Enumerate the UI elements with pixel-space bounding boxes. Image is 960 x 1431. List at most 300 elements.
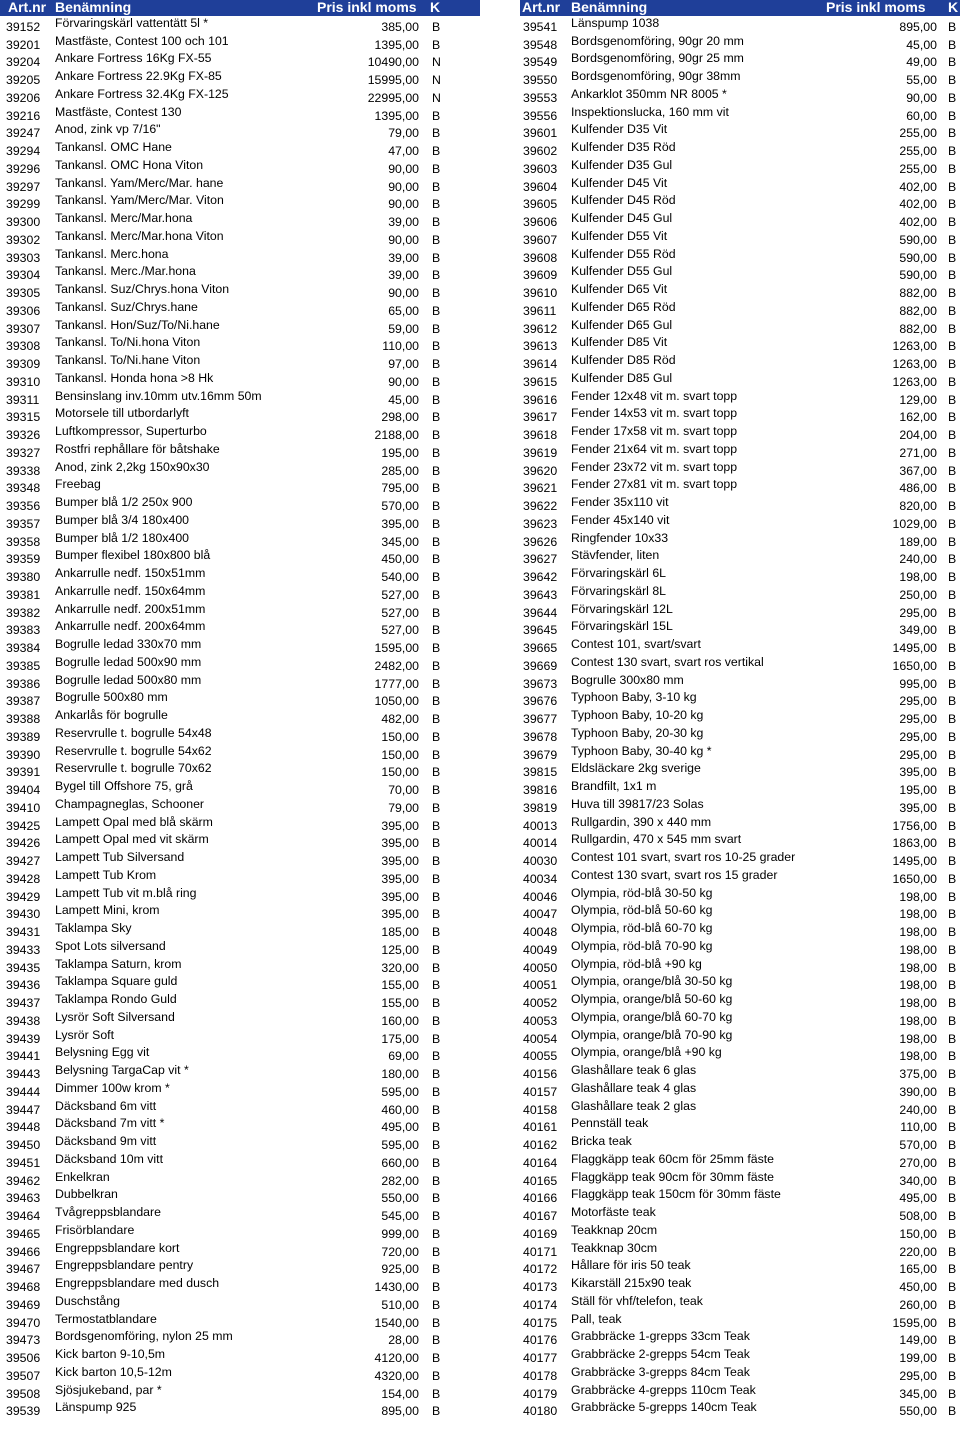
art-nr-cell: 39607 bbox=[523, 232, 558, 247]
k-cell: B bbox=[948, 428, 957, 442]
price-cell: 150,00 bbox=[381, 765, 419, 780]
art-nr-cell: 40053 bbox=[523, 1013, 558, 1028]
art-nr-cell: 39303 bbox=[6, 250, 41, 265]
price-cell: 995,00 bbox=[899, 676, 937, 691]
art-nr-cell: 39294 bbox=[6, 144, 41, 158]
k-cell: B bbox=[432, 800, 441, 815]
benamning-cell: Contest 101, svart/svart bbox=[571, 637, 701, 651]
price-cell: 155,00 bbox=[381, 978, 419, 993]
price-cell: 345,00 bbox=[899, 1386, 937, 1401]
k-cell: B bbox=[432, 765, 441, 780]
art-nr-cell: 39605 bbox=[523, 197, 558, 212]
table-row bbox=[520, 1081, 960, 1099]
table-row bbox=[0, 140, 480, 158]
k-cell: B bbox=[948, 570, 957, 584]
art-nr-cell: 40013 bbox=[523, 818, 558, 833]
benamning-cell: Kulfender D85 Vit bbox=[571, 335, 668, 350]
price-cell: 395,00 bbox=[381, 516, 419, 531]
k-cell: B bbox=[432, 445, 441, 460]
price-cell: 22995,00 bbox=[367, 90, 419, 105]
art-nr-cell: 40047 bbox=[523, 907, 558, 922]
price-cell: 450,00 bbox=[381, 552, 419, 567]
art-nr-cell: 39383 bbox=[6, 623, 41, 638]
benamning-cell: Lampett Opal med vit skärm bbox=[55, 832, 209, 847]
k-cell: B bbox=[432, 374, 441, 389]
benamning-cell: Tankansl. Merc/Mar.hona bbox=[55, 211, 193, 225]
k-cell: B bbox=[432, 215, 441, 229]
k-cell: B bbox=[948, 144, 957, 158]
art-nr-cell: 39815 bbox=[523, 765, 558, 780]
art-nr-cell: 39438 bbox=[6, 1013, 41, 1028]
k-cell: B bbox=[432, 1244, 441, 1259]
table-row bbox=[0, 904, 480, 922]
benamning-cell: Tankansl. Merc./Mar.hona bbox=[55, 264, 196, 279]
art-nr-cell: 39300 bbox=[6, 215, 41, 229]
benamning-cell: Fender 12x48 vit m. svart topp bbox=[571, 388, 738, 403]
benamning-cell: Tankansl. Honda hona >8 Hk bbox=[55, 370, 214, 385]
table-row bbox=[520, 1241, 960, 1259]
price-list-left-column bbox=[0, 0, 480, 1418]
k-cell: B bbox=[948, 463, 957, 478]
price-cell: 129,00 bbox=[899, 392, 937, 407]
price-cell: 375,00 bbox=[899, 1067, 937, 1081]
k-cell: B bbox=[948, 658, 957, 673]
art-nr-cell: 39677 bbox=[523, 712, 558, 726]
price-cell: 271,00 bbox=[899, 445, 937, 460]
art-nr-cell: 40157 bbox=[523, 1084, 558, 1099]
k-cell: B bbox=[948, 836, 957, 851]
benamning-cell: Tankansl. Hon/Suz/To/Ni.hane bbox=[55, 317, 220, 332]
k-cell: B bbox=[432, 197, 441, 212]
k-cell: B bbox=[432, 1013, 441, 1028]
benamning-cell: Bordsgenomföring, 90gr 20 mm bbox=[571, 33, 744, 48]
table-row bbox=[520, 336, 960, 354]
k-cell: B bbox=[432, 587, 441, 602]
price-cell: 882,00 bbox=[899, 286, 937, 300]
benamning-cell: Ankarlås för bogrulle bbox=[55, 708, 168, 722]
k-cell: B bbox=[948, 676, 957, 691]
k-cell: B bbox=[432, 463, 441, 478]
price-cell: 395,00 bbox=[899, 765, 937, 780]
art-nr-cell: 40176 bbox=[523, 1333, 558, 1348]
benamning-cell: Tankansl. OMC Hane bbox=[55, 140, 172, 154]
k-cell: B bbox=[432, 996, 441, 1010]
header-k: K bbox=[948, 0, 959, 15]
art-nr-cell: 39216 bbox=[6, 108, 41, 123]
art-nr-cell: 39327 bbox=[6, 445, 41, 460]
table-row bbox=[520, 620, 960, 638]
k-cell: B bbox=[948, 1067, 957, 1081]
benamning-cell: Stävfender, liten bbox=[571, 548, 660, 563]
art-nr-cell: 39506 bbox=[6, 1351, 41, 1365]
table-row bbox=[0, 1188, 480, 1206]
benamning-cell: Kulfender D85 Gul bbox=[571, 370, 673, 385]
price-cell: 482,00 bbox=[381, 712, 419, 726]
price-cell: 180,00 bbox=[381, 1067, 419, 1081]
k-cell: B bbox=[432, 836, 441, 851]
k-cell: B bbox=[948, 374, 957, 389]
art-nr-cell: 40164 bbox=[523, 1155, 558, 1170]
benamning-cell: Pennställ teak bbox=[571, 1116, 649, 1131]
benamning-cell: Enkelkran bbox=[55, 1169, 110, 1184]
k-cell: B bbox=[948, 108, 957, 123]
art-nr-cell: 39604 bbox=[523, 179, 558, 194]
benamning-cell: Spot Lots silversand bbox=[55, 938, 166, 953]
art-nr-cell: 39603 bbox=[523, 161, 558, 176]
table-row bbox=[0, 87, 480, 105]
table-row bbox=[0, 531, 480, 549]
table-row bbox=[0, 353, 480, 371]
table-row bbox=[520, 566, 960, 584]
benamning-cell: Däcksband 10m vitt bbox=[55, 1151, 163, 1166]
table-row bbox=[0, 1312, 480, 1330]
price-cell: 1863,00 bbox=[892, 836, 937, 851]
price-cell: 198,00 bbox=[899, 978, 937, 993]
benamning-cell: Belysning Egg vit bbox=[55, 1045, 150, 1060]
table-row bbox=[0, 1134, 480, 1152]
k-cell: B bbox=[432, 1226, 441, 1241]
benamning-cell: Glashållare teak 4 glas bbox=[571, 1080, 697, 1095]
price-cell: 204,00 bbox=[899, 428, 937, 442]
table-row bbox=[520, 282, 960, 300]
table-row bbox=[0, 123, 480, 141]
table-row bbox=[520, 762, 960, 780]
k-cell: B bbox=[948, 907, 957, 922]
price-cell: 198,00 bbox=[899, 925, 937, 939]
table-row bbox=[0, 1365, 480, 1383]
k-cell: B bbox=[432, 499, 441, 513]
table-row bbox=[0, 584, 480, 602]
benamning-cell: Olympia, röd-blå 50-60 kg bbox=[571, 903, 713, 918]
benamning-cell: Kick barton 9-10,5m bbox=[55, 1347, 166, 1361]
table-row bbox=[0, 566, 480, 584]
price-cell: 527,00 bbox=[381, 605, 419, 620]
benamning-cell: Olympia, orange/blå 50-60 kg bbox=[571, 992, 733, 1006]
table-row bbox=[0, 602, 480, 620]
table-row bbox=[0, 850, 480, 868]
benamning-cell: Eldsläckare 2kg sverige bbox=[571, 761, 701, 776]
art-nr-cell: 40169 bbox=[523, 1226, 558, 1241]
benamning-cell: Bumper blå 1/2 180x400 bbox=[55, 530, 189, 545]
table-row bbox=[0, 34, 480, 52]
art-nr-cell: 40179 bbox=[523, 1386, 558, 1401]
benamning-cell: Lampett Opal med blå skärm bbox=[55, 814, 213, 829]
price-cell: 395,00 bbox=[381, 907, 419, 922]
benamning-cell: Bensinslang inv.10mm utv.16mm 50m bbox=[55, 388, 262, 403]
art-nr-cell: 40158 bbox=[523, 1102, 558, 1117]
price-cell: 349,00 bbox=[899, 623, 937, 638]
price-cell: 508,00 bbox=[899, 1209, 937, 1223]
art-nr-cell: 39404 bbox=[6, 783, 41, 797]
k-cell: B bbox=[432, 658, 441, 673]
k-cell: B bbox=[948, 1244, 957, 1259]
price-cell: 198,00 bbox=[899, 889, 937, 904]
k-cell: B bbox=[948, 1226, 957, 1241]
benamning-cell: Rostfri rephållare för båtshake bbox=[55, 441, 220, 456]
price-cell: 1650,00 bbox=[892, 871, 937, 886]
art-nr-cell: 40156 bbox=[523, 1067, 558, 1081]
art-nr-cell: 39384 bbox=[6, 641, 41, 655]
benamning-cell: Fender 27x81 vit m. svart topp bbox=[571, 477, 738, 492]
price-cell: 895,00 bbox=[899, 19, 937, 34]
art-nr-cell: 39310 bbox=[6, 374, 41, 389]
k-cell: B bbox=[432, 321, 441, 336]
price-cell: 1430,00 bbox=[374, 1280, 419, 1294]
k-cell: B bbox=[948, 197, 957, 212]
benamning-cell: Taklampa Sky bbox=[55, 921, 132, 935]
art-nr-cell: 39669 bbox=[523, 658, 558, 673]
benamning-cell: Teakknap 30cm bbox=[571, 1240, 658, 1255]
k-cell: B bbox=[948, 392, 957, 407]
art-nr-cell: 39389 bbox=[6, 729, 41, 744]
k-cell: B bbox=[948, 712, 957, 726]
art-nr-cell: 39550 bbox=[523, 73, 558, 87]
table-row bbox=[0, 194, 480, 212]
price-cell: 527,00 bbox=[381, 587, 419, 602]
k-cell: B bbox=[948, 55, 957, 70]
k-cell: B bbox=[948, 1262, 957, 1277]
price-cell: 69,00 bbox=[388, 1049, 419, 1064]
art-nr-cell: 39613 bbox=[523, 339, 558, 354]
table-row bbox=[520, 850, 960, 868]
art-nr-cell: 39606 bbox=[523, 215, 558, 229]
art-nr-cell: 40048 bbox=[523, 925, 558, 939]
art-nr-cell: 39247 bbox=[6, 126, 41, 141]
k-cell: B bbox=[948, 587, 957, 602]
benamning-cell: Förvaringskärl vattentätt 5l * bbox=[55, 15, 209, 30]
art-nr-cell: 40055 bbox=[523, 1049, 558, 1064]
benamning-cell: Tankansl. Yam/Merc/Mar. hane bbox=[55, 175, 224, 190]
k-cell: B bbox=[948, 1049, 957, 1064]
k-cell: B bbox=[432, 1102, 441, 1117]
price-cell: 999,00 bbox=[381, 1226, 419, 1241]
art-nr-cell: 39426 bbox=[6, 836, 41, 851]
benamning-cell: Champagneglas, Schooner bbox=[55, 796, 205, 811]
art-nr-cell: 39306 bbox=[6, 303, 41, 318]
benamning-cell: Bordsgenomföring, 90gr 38mm bbox=[571, 69, 741, 83]
benamning-cell: Lysrör Soft Silversand bbox=[55, 1009, 175, 1024]
benamning-cell: Contest 130 svart, svart ros 15 grader bbox=[571, 867, 778, 882]
k-cell: B bbox=[432, 37, 441, 52]
header-price: Pris inkl moms bbox=[826, 0, 926, 15]
price-cell: 185,00 bbox=[381, 925, 419, 939]
table-row bbox=[0, 300, 480, 318]
table-row bbox=[0, 1028, 480, 1046]
table-row bbox=[0, 549, 480, 567]
art-nr-cell: 39386 bbox=[6, 676, 41, 691]
k-cell: B bbox=[948, 250, 957, 265]
k-cell: B bbox=[432, 960, 441, 975]
table-row bbox=[0, 229, 480, 247]
art-nr-cell: 40172 bbox=[523, 1262, 558, 1277]
benamning-cell: Grabbräcke 1-grepps 33cm Teak bbox=[571, 1329, 750, 1344]
price-cell: 895,00 bbox=[381, 1404, 419, 1419]
table-row bbox=[520, 69, 960, 87]
price-cell: 1495,00 bbox=[892, 854, 937, 868]
price-cell: 367,00 bbox=[899, 463, 937, 478]
price-cell: 1263,00 bbox=[892, 357, 937, 371]
benamning-cell: Förvaringskärl 15L bbox=[571, 619, 673, 634]
art-nr-cell: 39326 bbox=[6, 428, 41, 442]
art-nr-cell: 39816 bbox=[523, 783, 558, 797]
k-cell: B bbox=[432, 126, 441, 141]
k-cell: B bbox=[432, 605, 441, 620]
benamning-cell: Kulfender D45 Gul bbox=[571, 211, 673, 225]
art-nr-cell: 39553 bbox=[523, 90, 558, 105]
table-row bbox=[520, 158, 960, 176]
benamning-cell: Kikarställ 215x90 teak bbox=[571, 1276, 692, 1290]
price-cell: 165,00 bbox=[899, 1262, 937, 1277]
k-cell: B bbox=[432, 871, 441, 886]
k-cell: B bbox=[432, 250, 441, 265]
k-cell: B bbox=[948, 978, 957, 993]
price-cell: 97,00 bbox=[388, 357, 419, 371]
k-cell: B bbox=[948, 1173, 957, 1188]
k-cell: B bbox=[432, 1280, 441, 1294]
k-cell: B bbox=[948, 445, 957, 460]
table-row bbox=[520, 407, 960, 425]
table-row bbox=[0, 1205, 480, 1223]
art-nr-cell: 40051 bbox=[523, 978, 558, 993]
table-row bbox=[520, 815, 960, 833]
table-row bbox=[520, 1063, 960, 1081]
k-cell: B bbox=[432, 268, 441, 283]
art-nr-cell: 39548 bbox=[523, 37, 558, 52]
price-cell: 1029,00 bbox=[892, 516, 937, 531]
art-nr-cell: 39356 bbox=[6, 499, 41, 513]
art-nr-cell: 39679 bbox=[523, 747, 558, 762]
benamning-cell: Engreppsblandare pentry bbox=[55, 1258, 194, 1273]
table-row bbox=[520, 833, 960, 851]
table-row bbox=[520, 744, 960, 762]
table-row bbox=[0, 726, 480, 744]
art-nr-cell: 39626 bbox=[523, 534, 558, 549]
benamning-cell: Duschstång bbox=[55, 1293, 120, 1308]
k-cell: B bbox=[432, 534, 441, 549]
benamning-cell: Mastfäste, Contest 130 bbox=[55, 104, 182, 119]
table-row bbox=[0, 247, 480, 265]
price-cell: 4320,00 bbox=[374, 1368, 419, 1383]
art-nr-cell: 39623 bbox=[523, 516, 558, 531]
price-cell: 295,00 bbox=[899, 694, 937, 709]
benamning-cell: Typhoon Baby, 10-20 kg bbox=[571, 708, 704, 722]
art-nr-cell: 39308 bbox=[6, 339, 41, 354]
price-cell: 527,00 bbox=[381, 623, 419, 638]
price-cell: 150,00 bbox=[899, 1226, 937, 1241]
k-cell: B bbox=[432, 1120, 441, 1135]
table-row bbox=[520, 531, 960, 549]
k-cell: B bbox=[948, 126, 957, 141]
benamning-cell: Lampett Tub Krom bbox=[55, 867, 157, 882]
table-row bbox=[520, 673, 960, 691]
k-cell: B bbox=[948, 641, 957, 655]
art-nr-cell: 39428 bbox=[6, 871, 41, 886]
benamning-cell: Engreppsblandare med dusch bbox=[55, 1276, 220, 1290]
price-cell: 47,00 bbox=[388, 144, 419, 158]
table-row bbox=[520, 247, 960, 265]
table-row bbox=[0, 1063, 480, 1081]
table-row bbox=[0, 637, 480, 655]
table-row bbox=[520, 1099, 960, 1117]
table-row bbox=[520, 708, 960, 726]
table-row bbox=[520, 602, 960, 620]
k-cell: B bbox=[432, 1368, 441, 1383]
price-cell: 90,00 bbox=[388, 232, 419, 247]
price-cell: 450,00 bbox=[899, 1280, 937, 1294]
table-row bbox=[520, 1383, 960, 1401]
art-nr-cell: 39642 bbox=[523, 570, 558, 584]
art-nr-cell: 39448 bbox=[6, 1120, 41, 1135]
art-nr-cell: 39619 bbox=[523, 445, 558, 460]
table-row bbox=[0, 495, 480, 513]
table-row bbox=[520, 1347, 960, 1365]
price-cell: 255,00 bbox=[899, 161, 937, 176]
k-cell: B bbox=[432, 818, 441, 833]
art-nr-cell: 40049 bbox=[523, 942, 558, 957]
price-cell: 198,00 bbox=[899, 942, 937, 957]
k-cell: B bbox=[432, 1084, 441, 1099]
price-cell: 15995,00 bbox=[367, 73, 419, 87]
benamning-cell: Inspektionslucka, 160 mm vit bbox=[571, 104, 729, 119]
art-nr-cell: 40054 bbox=[523, 1031, 558, 1046]
price-cell: 198,00 bbox=[899, 1013, 937, 1028]
k-cell: B bbox=[948, 1351, 957, 1365]
art-nr-cell: 39673 bbox=[523, 676, 558, 691]
price-cell: 90,00 bbox=[388, 374, 419, 389]
benamning-cell: Bordsgenomföring, 90gr 25 mm bbox=[571, 51, 744, 66]
benamning-cell: Bogrulle ledad 330x70 mm bbox=[55, 637, 202, 651]
table-row bbox=[0, 744, 480, 762]
k-cell: B bbox=[948, 286, 957, 300]
benamning-cell: Bumper blå 1/2 250x 900 bbox=[55, 495, 193, 509]
price-cell: 60,00 bbox=[906, 108, 937, 123]
k-cell: B bbox=[948, 37, 957, 52]
benamning-cell: Tankansl. Merc.hona bbox=[55, 246, 169, 261]
k-cell: B bbox=[432, 481, 441, 496]
price-cell: 150,00 bbox=[381, 729, 419, 744]
benamning-cell: Glashållare teak 2 glas bbox=[571, 1098, 697, 1113]
k-cell: B bbox=[948, 694, 957, 709]
k-cell: B bbox=[432, 179, 441, 194]
price-cell: 460,00 bbox=[381, 1102, 419, 1117]
art-nr-cell: 39464 bbox=[6, 1209, 41, 1223]
art-nr-cell: 40162 bbox=[523, 1138, 558, 1152]
art-nr-cell: 40030 bbox=[523, 854, 558, 868]
table-row bbox=[520, 939, 960, 957]
table-row bbox=[520, 637, 960, 655]
table-row bbox=[0, 975, 480, 993]
art-nr-cell: 39644 bbox=[523, 605, 558, 620]
price-cell: 495,00 bbox=[381, 1120, 419, 1135]
price-cell: 340,00 bbox=[899, 1173, 937, 1188]
table-row bbox=[520, 16, 960, 34]
art-nr-cell: 39676 bbox=[523, 694, 558, 709]
table-row bbox=[0, 211, 480, 229]
table-row bbox=[0, 105, 480, 123]
art-nr-cell: 39205 bbox=[6, 73, 41, 87]
table-row bbox=[0, 460, 480, 478]
benamning-cell: Förvaringskärl 6L bbox=[571, 566, 666, 580]
k-cell: B bbox=[948, 1084, 957, 1099]
k-cell: B bbox=[948, 481, 957, 496]
art-nr-cell: 39297 bbox=[6, 179, 41, 194]
benamning-cell: Fender 21x64 vit m. svart topp bbox=[571, 441, 738, 456]
header-art-nr: Art.nr bbox=[522, 0, 561, 15]
price-cell: 79,00 bbox=[388, 126, 419, 141]
art-nr-cell: 39296 bbox=[6, 161, 41, 176]
price-cell: 195,00 bbox=[899, 783, 937, 797]
benamning-cell: Kulfender D55 Vit bbox=[571, 228, 668, 243]
